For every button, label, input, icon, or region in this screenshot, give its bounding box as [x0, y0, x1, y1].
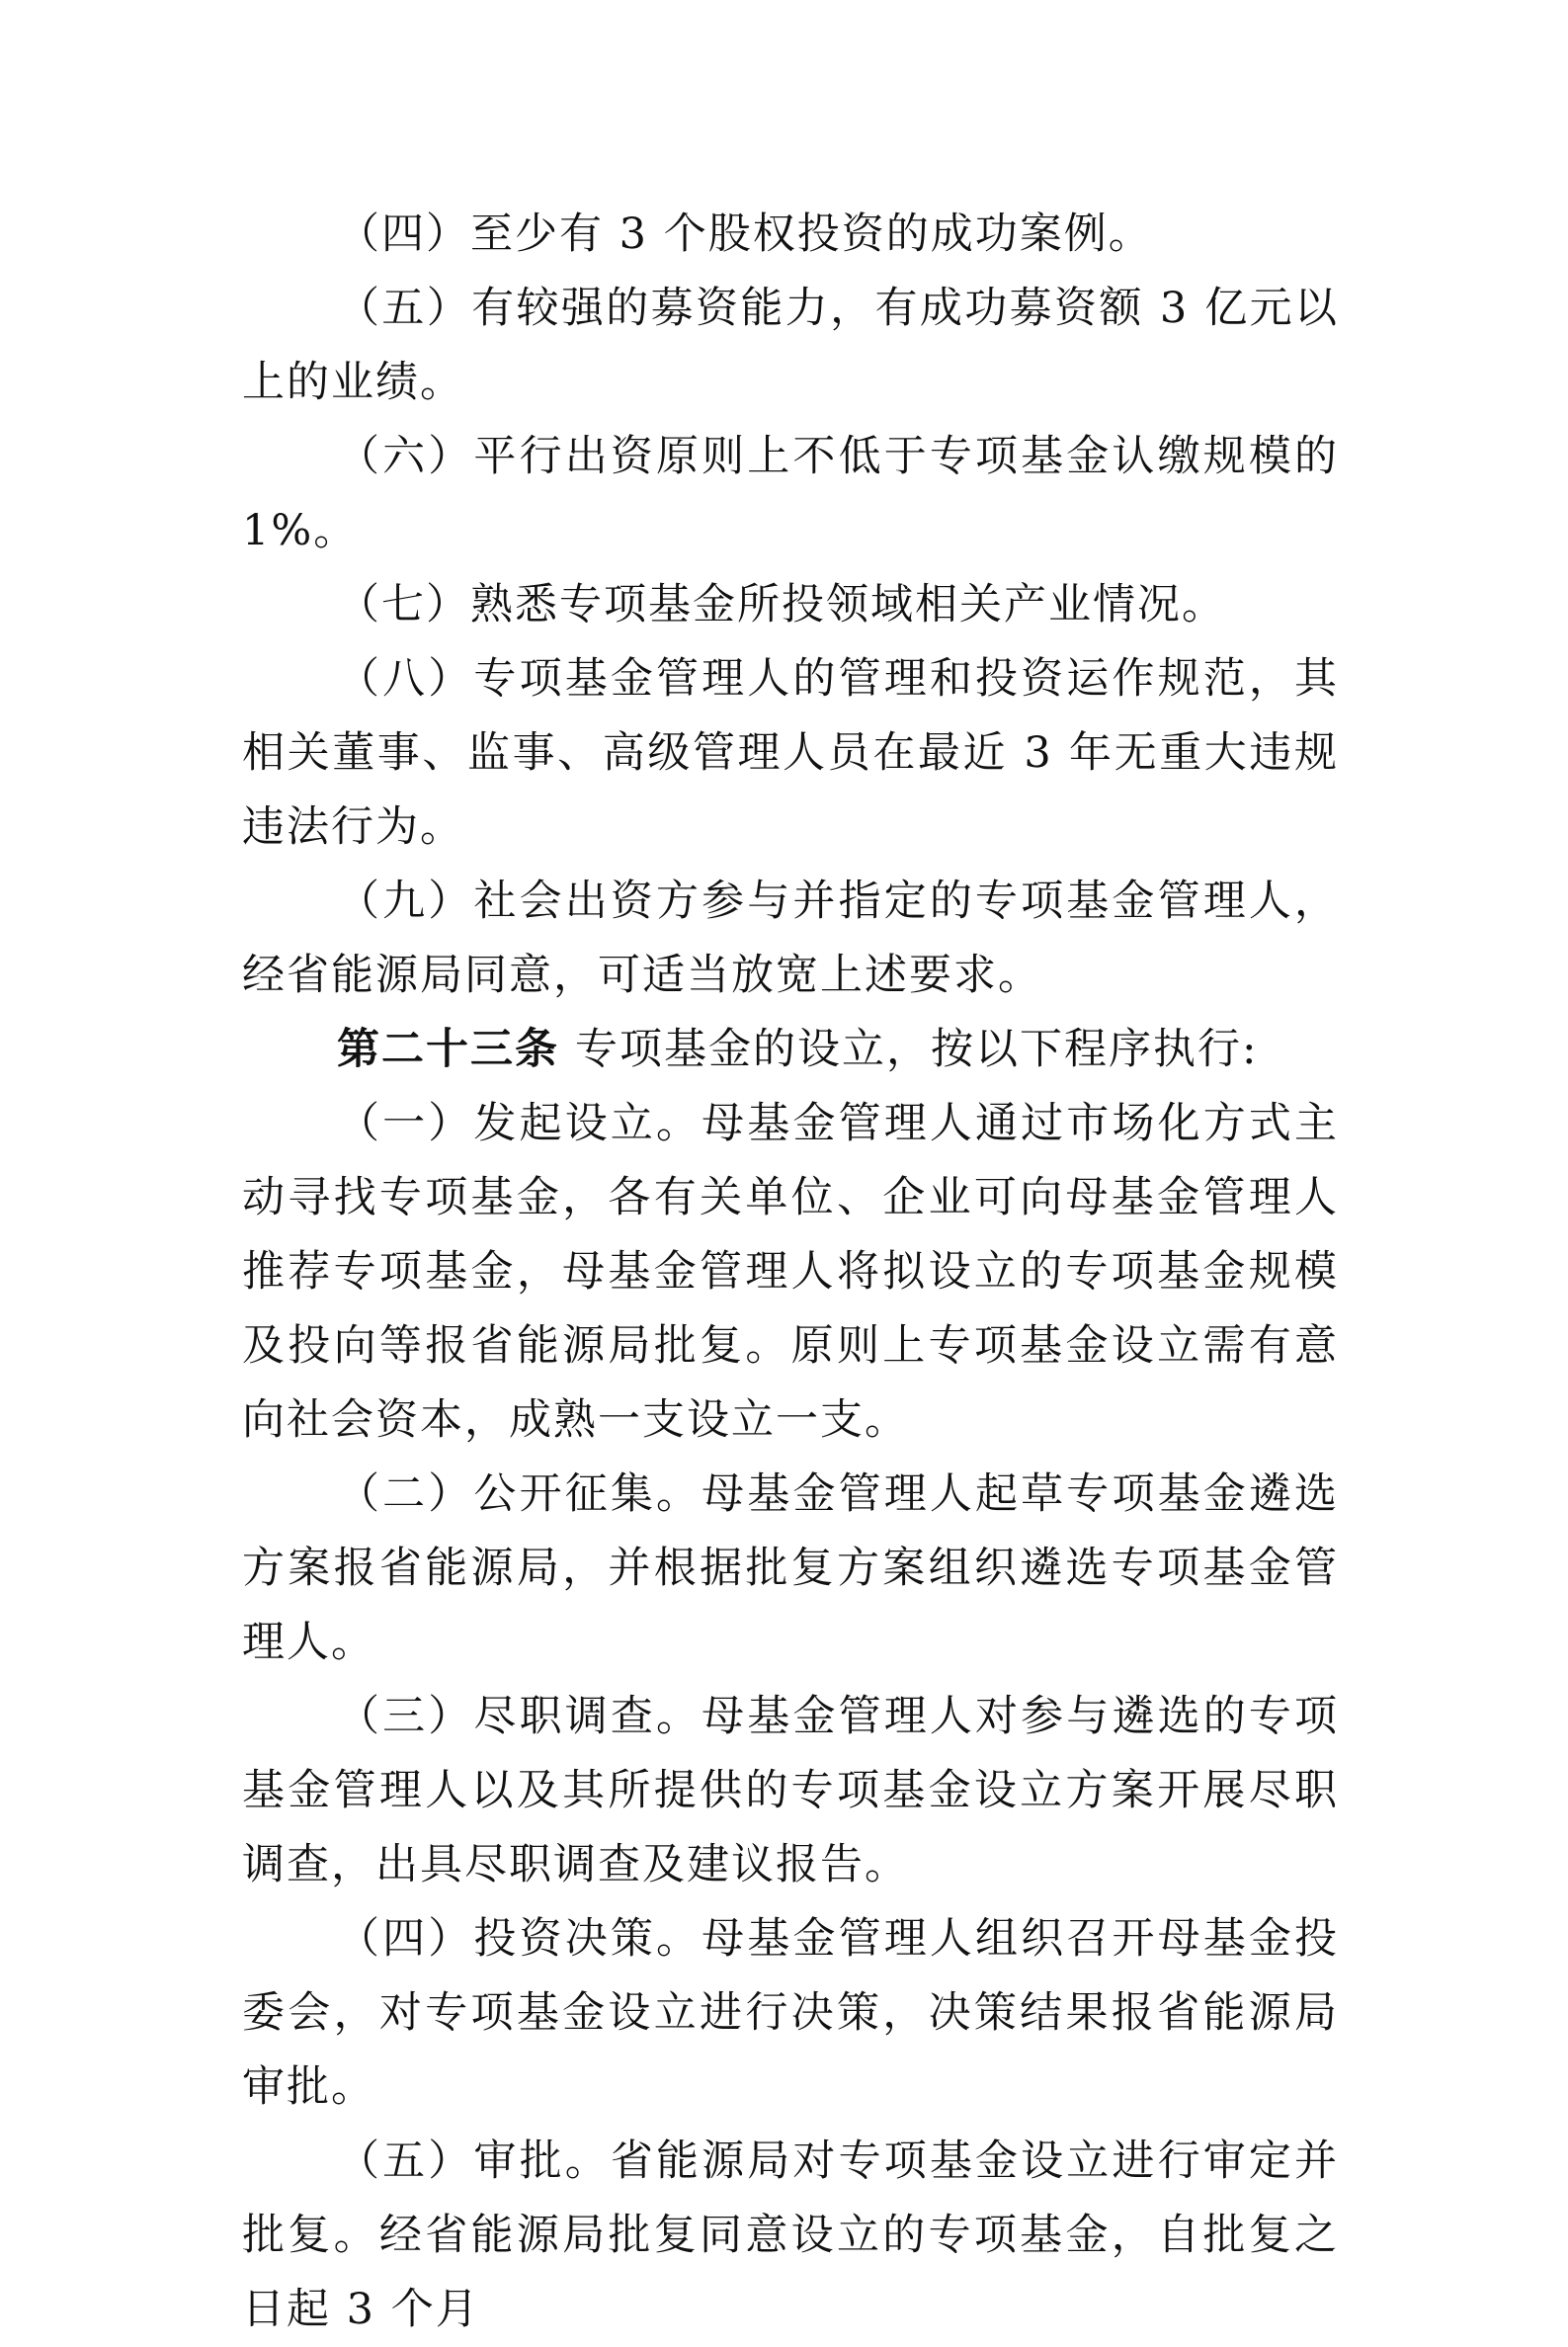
step-2-paragraph	[242, 1458, 1339, 1680]
article-text: 专项基金的设立，按以下程序执行:	[575, 1025, 1259, 1074]
paragraph-requirement-9: （九）社会出资方参与并指定的专项基金管理人，经省能源局同意，可适当放宽上述要求。	[242, 877, 1339, 1000]
step-4-paragraph	[242, 1902, 1339, 2125]
step-label: （一）发起设立。	[337, 1099, 702, 1148]
paragraph-requirement-6: （六）平行出资原则上不低于专项基金认缴规模的 1%。	[242, 432, 1339, 555]
step-5-paragraph	[242, 2125, 1339, 2347]
step-text: 母基金管理人对参与遴选的专项基金管理人以及其所提供的专项基金设立方案开展尽职调查，出具尽职调查及建议报告。	[242, 1692, 1340, 1889]
step-label: （二）公开征集。	[337, 1469, 702, 1519]
paragraph-requirement-5: （五）有较强的募资能力，有成功募资额 3 亿元以上的业绩。	[242, 284, 1339, 407]
article-title: 第二十三条	[337, 1025, 559, 1074]
article-23-paragraph	[242, 1013, 1339, 1087]
step-text: 省能源局对专项基金设立进行审定并批复。经省能源局批复同意设立的专项基金，自批复之日起 3 个月	[242, 2137, 1340, 2334]
paragraph-requirement-7: （七）熟悉专项基金所投领域相关产业情况。	[337, 580, 1226, 629]
paragraph-requirement-8: （八）专项基金管理人的管理和投资运作规范，其相关董事、监事、高级管理人员在最近 3 年无重大违规违法行为。	[242, 654, 1339, 852]
step-text: 母基金管理人起草专项基金遴选方案报省能源局，并根据批复方案组织遴选专项基金管理人。	[242, 1469, 1340, 1667]
step-text: 母基金管理人组织召开母基金投委会，对专项基金设立进行决策，决策结果报省能源局审批。	[242, 1914, 1340, 2112]
paragraph-requirement-4: （四）至少有 3 个股权投资的成功案例。	[337, 210, 1153, 259]
step-3-paragraph	[242, 1680, 1339, 1902]
document-body	[242, 198, 1339, 2347]
step-label: （三）尽职调查。	[337, 1692, 702, 1741]
step-label: （五）审批。	[337, 2137, 611, 2186]
step-label: （四）投资决策。	[337, 1914, 702, 1964]
step-1-paragraph	[242, 1087, 1339, 1458]
step-text: 母基金管理人通过市场化方式主动寻找专项基金，各有关单位、企业可向母基金管理人推荐专项基金，母基金管理人将拟设立的专项基金规模及投向等报省能源局批复。原则上专项基金设立需有意向社会资本，成熟一支设立一支。	[242, 1099, 1340, 1445]
